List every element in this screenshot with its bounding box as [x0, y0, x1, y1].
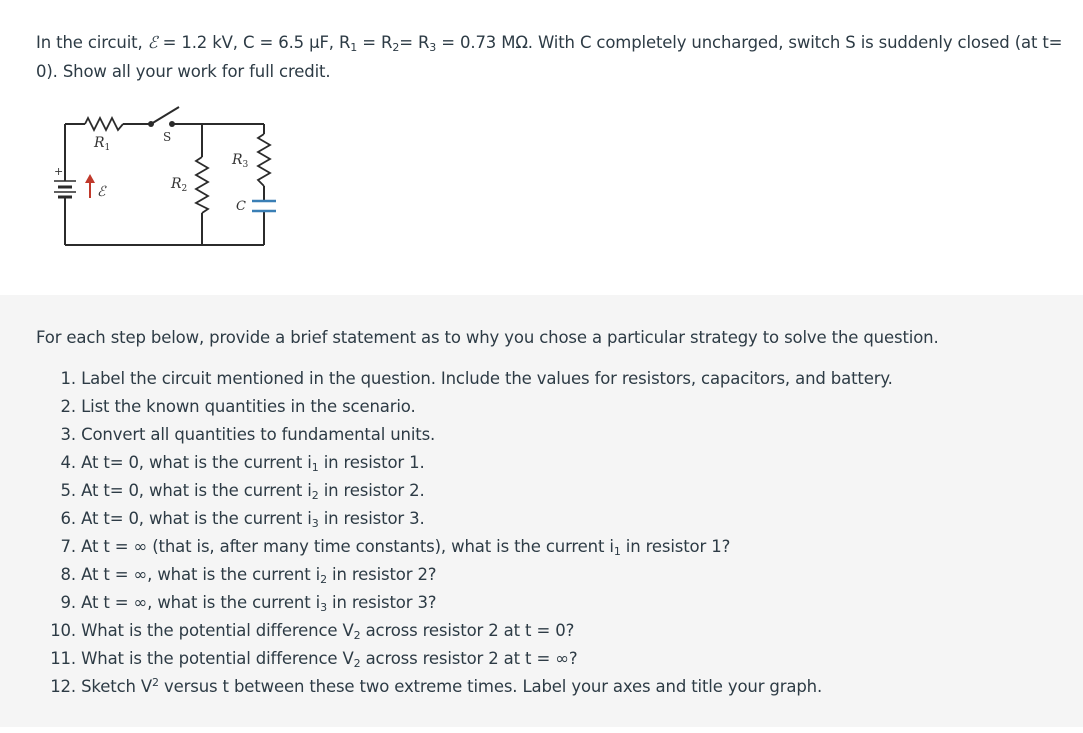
problem-text: = R: [399, 33, 430, 52]
problem-text: = R: [357, 33, 393, 52]
list-item: 6. At t= 0, what is the current $i_3$ in resistor 3.: [60, 509, 425, 530]
list-item: 7. At t = ∞ (that is, after many time constants), what is the current $i_1$ in resistor 1?: [60, 537, 731, 558]
list-item: 9. At t = ∞, what is the current $i_3$ in resistor 3?: [60, 593, 437, 614]
circuit-diagram: [52, 104, 282, 254]
problem-text: = 1.2 kV, C = 6.5 μF, R: [157, 33, 351, 52]
problem-text: In the circuit,: [36, 33, 148, 52]
problem-statement: [36, 28, 1066, 86]
r3-label: $R_3$: [232, 152, 249, 170]
c-label: C: [236, 199, 246, 214]
plus-sign: +: [54, 165, 64, 178]
r2-resistor: [196, 157, 208, 213]
step-list: [36, 366, 1066, 702]
list-item: 1. Label the circuit mentioned in the question. Include the values for resistors, capacitors, and battery.: [60, 369, 893, 388]
r1-label: $R_1$: [94, 135, 111, 153]
list-item: 12. Sketch $V^2$ versus t between these two extreme times. Label your axes and title your graph.: [50, 676, 823, 696]
r2-label: $R_2$: [171, 176, 188, 194]
emf-label: ℰ: [97, 184, 106, 200]
emf-arrow-icon: [85, 174, 95, 198]
switch: [148, 107, 179, 127]
list-item: 3. Convert all quantities to fundamental units.: [60, 425, 436, 444]
subscript: 3: [429, 41, 437, 54]
capacitor: [252, 201, 276, 211]
r1-resistor: [85, 118, 123, 130]
list-item: 11. What is the potential difference $V_2$ across resistor 2 at t = ∞?: [50, 649, 578, 670]
list-item: 10. What is the potential difference $V_2$ across resistor 2 at t = 0?: [50, 621, 575, 642]
list-item: 2. List the known quantities in the scenario.: [60, 397, 416, 416]
switch-label: S: [163, 130, 172, 144]
list-item: 5. At t= 0, what is the current $i_2$ in resistor 2.: [60, 481, 425, 502]
battery: [54, 181, 76, 197]
list-item: 4. At t= 0, what is the current $i_1$ in resistor 1.: [60, 453, 425, 474]
emf-symbol: ℰ: [147, 33, 158, 52]
subscript: 2: [392, 41, 400, 54]
subscript: 1: [350, 41, 358, 54]
r3-resistor: [258, 134, 270, 186]
problem-text: = 0.73 MΩ. With C completely uncharged, switch S is suddenly closed (at t= 0). Show all your work for full credit.: [36, 33, 1063, 81]
list-item: 8. At t = ∞, what is the current $i_2$ in resistor 2?: [60, 565, 437, 586]
instructions-intro: For each step below, provide a brief statement as to why you chose a particular strategy to solve the question.: [36, 328, 939, 347]
